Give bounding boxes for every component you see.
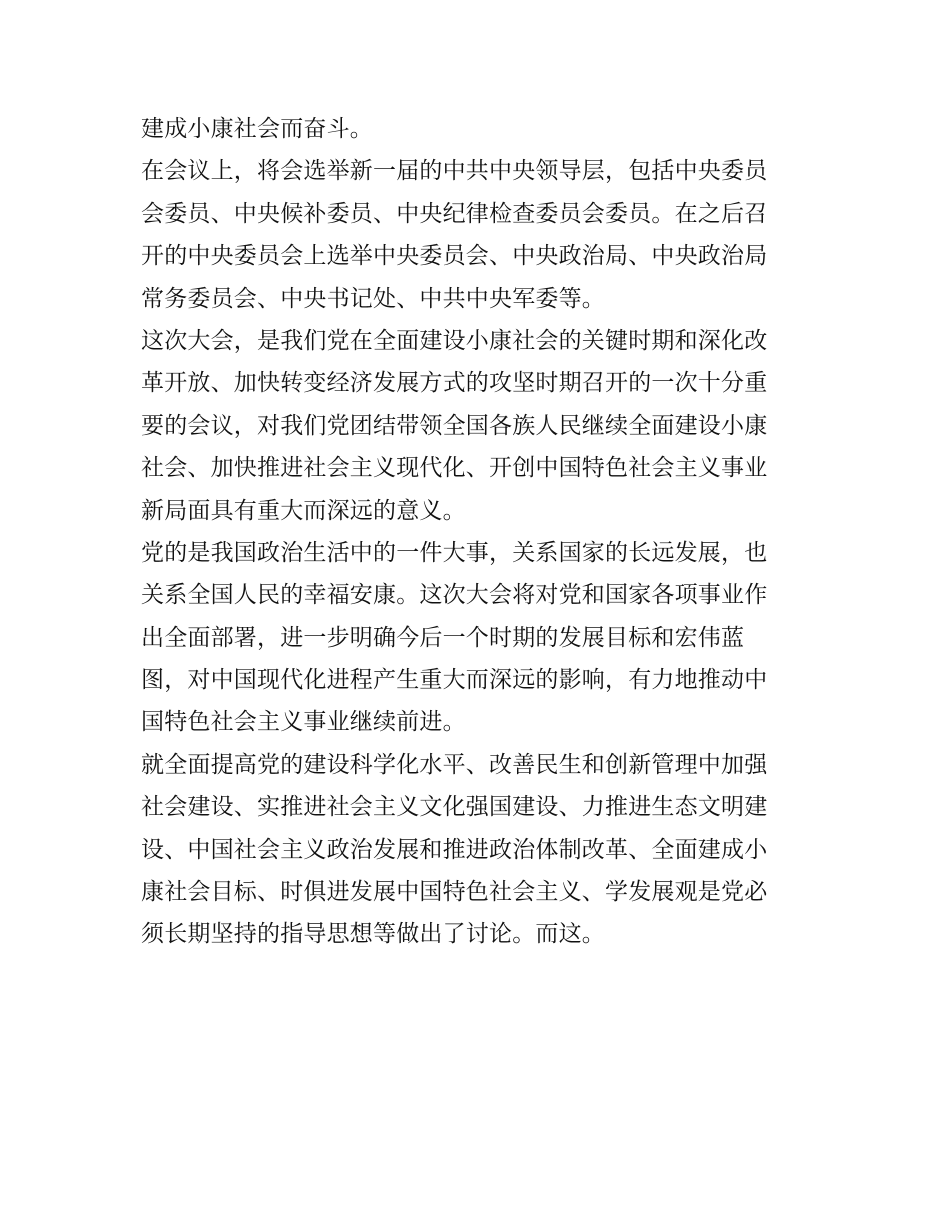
text-line: 革开放、加快转变经济发展方式的攻坚时期召开的一次十分重 — [141, 370, 768, 397]
text-line: 关系全国人民的幸福安康。这次大会将对党和国家各项事业作 — [141, 582, 768, 609]
text-line: 在会议上，将会选举新一届的中共中央领导层，包括中央委员 — [141, 158, 768, 185]
text-line: 开的中央委员会上选举中央委员会、中央政治局、中央政治局 — [141, 243, 768, 270]
text-line: 国特色社会主义事业继续前进。 — [141, 709, 466, 736]
text-line: 康社会目标、时俱进发展中国特色社会主义、学发展观是党必 — [141, 879, 768, 906]
text-line: 须长期坚持的指导思想等做出了讨论。而这。 — [141, 921, 605, 948]
text-line: 就全面提高党的建设科学化水平、改善民生和创新管理中加强 — [141, 751, 768, 778]
text-line: 常务委员会、中央书记处、中共中央军委等。 — [141, 285, 605, 312]
text-line: 会委员、中央候补委员、中央纪律检查委员会委员。在之后召 — [141, 200, 768, 227]
text-line: 出全面部署，进一步明确今后一个时期的发展目标和宏伟蓝 — [141, 624, 745, 651]
text-line: 设、中国社会主义政治发展和推进政治体制改革、全面建成小 — [141, 836, 768, 863]
text-line: 要的会议，对我们党团结带领全国各族人民继续全面建设小康 — [141, 412, 768, 439]
text-line: 党的是我国政治生活中的一件大事，关系国家的长远发展，也 — [141, 539, 768, 566]
text-line: 社会、加快推进社会主义现代化、开创中国特色社会主义事业 — [141, 455, 768, 482]
body-text — [141, 108, 821, 956]
text-line: 这次大会，是我们党在全面建设小康社会的关键时期和深化改 — [141, 327, 768, 354]
text-line: 建成小康社会而奋斗。 — [141, 116, 373, 142]
text-line: 图，对中国现代化进程产生重大而深远的影响，有力地推动中 — [141, 667, 768, 694]
text-line: 新局面具有重大而深远的意义。 — [141, 497, 466, 524]
text-line: 社会建设、实推进社会主义文化强国建设、力推进生态文明建 — [141, 794, 768, 821]
